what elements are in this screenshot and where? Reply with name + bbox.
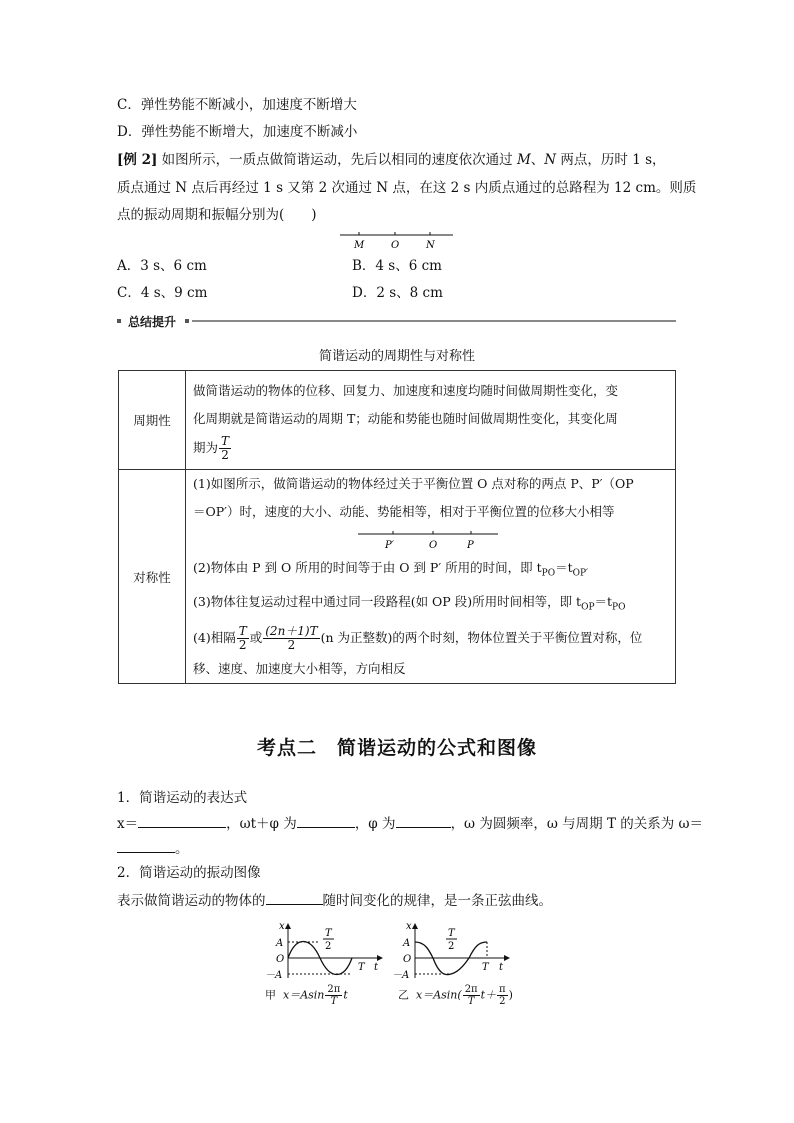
option-d: D．弹性势能不断增大，加速度不断减小 bbox=[117, 124, 358, 140]
svg-text:t: t bbox=[374, 962, 379, 973]
svg-text:x: x bbox=[406, 921, 412, 932]
svg-text:2: 2 bbox=[325, 941, 332, 952]
graph-description: 表示做简谐运动的物体的 随时间变化的规律，是一条正弦曲线。 bbox=[117, 890, 552, 911]
table-title: 简谐运动的周期性与对称性 bbox=[318, 349, 475, 364]
blank-5[interactable] bbox=[266, 890, 323, 905]
mon-figure bbox=[335, 228, 460, 254]
fig-label-M: M bbox=[354, 240, 365, 251]
fig-label-O2: O bbox=[429, 540, 438, 551]
periodicity-line3 bbox=[193, 433, 668, 463]
table-row-periodicity bbox=[119, 371, 676, 470]
example2-line3: 点的振动周期和振幅分别为( ) bbox=[117, 207, 317, 223]
option-d2: D．2 s、8 cm bbox=[352, 285, 443, 301]
point-M: M bbox=[516, 152, 531, 168]
svg-text:x: x bbox=[279, 921, 285, 932]
periodicity-line1: 做简谐运动的物体的位移、回复力、加速度和速度均随时间做周期性变化，变 bbox=[193, 383, 619, 398]
fig-label-Pprime: P′ bbox=[385, 540, 394, 551]
svg-text:2: 2 bbox=[448, 941, 455, 952]
fraction-t-over-2: $\frac{T}{2}$ bbox=[221, 434, 230, 462]
example-tag: [例 2] bbox=[117, 152, 158, 168]
header-periodicity: 周期性 bbox=[119, 371, 186, 470]
option-c: C．弹性势能不断减小，加速度不断增大 bbox=[117, 97, 357, 113]
symmetry-figure-row bbox=[193, 526, 668, 554]
fig-label-N: N bbox=[426, 240, 435, 251]
svg-text:O: O bbox=[403, 954, 412, 965]
periodicity-line2: 化周期就是简谐运动的周期 T；动能和势能也随时间做周期性变化，其变化周 bbox=[193, 411, 618, 426]
header-symmetry: 对称性 bbox=[119, 470, 186, 684]
fig-label-P: P bbox=[467, 540, 474, 551]
summary-table bbox=[118, 370, 676, 684]
svg-text:T: T bbox=[325, 928, 332, 939]
option-b: B．4 s、6 cm bbox=[352, 258, 442, 274]
table-row-symmetry bbox=[119, 470, 676, 684]
blank-4[interactable] bbox=[117, 838, 175, 853]
blank-3[interactable] bbox=[396, 813, 451, 828]
option-a: A．3 s、6 cm bbox=[117, 258, 207, 274]
svg-text:A: A bbox=[403, 938, 411, 949]
svg-text:T: T bbox=[358, 962, 365, 973]
symmetry-item1-line2: ＝OP′）时，速度的大小、动能、势能相等，相对于平衡位置的位移大小相等 bbox=[193, 504, 615, 519]
fig-label-O: O bbox=[391, 240, 400, 251]
expression-line: x＝ ，ωt＋φ 为 ，φ 为 ，ω 为圆频率，ω 与周期 T 的关系为 ω＝ bbox=[117, 813, 703, 834]
point-N: N bbox=[544, 152, 557, 168]
example2-line2: 质点通过 N 点后再经过 1 s 又第 2 次通过 N 点，在这 2 s 内质点通过的总路程为 12 cm。则质 bbox=[117, 180, 697, 196]
graph-a-caption: 甲 x＝Asin $\frac{2\pi}{T}$ t bbox=[265, 984, 348, 1007]
symmetry-item4-line2: 移、速度、加速度大小相等，方向相反 bbox=[193, 661, 406, 676]
pop-figure bbox=[353, 526, 503, 554]
periodicity-prefix: 期为 bbox=[193, 440, 219, 455]
expression-line2: 。 bbox=[117, 838, 189, 859]
symmetry-item3: (3)物体往复运动过程中通过同一段路程(如 OP 段)所用时间相等，即 $t_{OP}=t_{PO}$ bbox=[193, 593, 626, 612]
section2-h1: 1．简谐运动的表达式 bbox=[117, 790, 248, 806]
svg-text:－A: －A bbox=[392, 970, 410, 981]
example2-text-b: 两点，历时 1 s， bbox=[560, 152, 666, 168]
svg-text:O: O bbox=[276, 954, 285, 965]
symmetry-item2: (2)物体由 P 到 O 所用的时间等于由 O 到 P′ 所用的时间，即 $t_{PO}=t_{OP'}$ bbox=[193, 560, 589, 579]
svg-text:T: T bbox=[448, 928, 455, 939]
symmetry-item1-line1: (1)如图所示，做简谐运动的物体经过关于平衡位置 O 点对称的两点 P、P′（OP bbox=[193, 476, 634, 491]
svg-text:A: A bbox=[276, 938, 284, 949]
example2-line1: [例 2] 如图所示，一质点做简谐运动，先后以相同的速度依次通过 M、N 两点，历时 1 s， bbox=[117, 152, 666, 168]
svg-text:t: t bbox=[499, 962, 504, 973]
blank-1[interactable] bbox=[138, 813, 226, 828]
section-title: 考点二 简谐运动的公式和图像 bbox=[256, 737, 537, 759]
section2-h2: 2．简谐运动的振动图像 bbox=[117, 865, 261, 881]
example2-text-a: 如图所示，一质点做简谐运动，先后以相同的速度依次通过 bbox=[161, 152, 513, 168]
svg-text:－A: －A bbox=[265, 970, 283, 981]
summary-divider bbox=[117, 314, 676, 328]
summary-label: 总结提升 bbox=[128, 315, 177, 329]
symmetry-item4: (4)相隔 $\frac{T}{2}$ 或 $\frac{(2n+1)T}{2}$ (n 为正整数)的两个时刻，物体位置关于平衡位置对称，位 bbox=[193, 624, 643, 652]
graph-b-caption: 乙 x＝Asin( $\frac{2\pi}{T}$ t＋ $\frac{\pi}{2}$ ) bbox=[398, 984, 513, 1007]
option-c2: C．4 s、9 cm bbox=[117, 285, 208, 301]
svg-text:T: T bbox=[482, 962, 489, 973]
blank-2[interactable] bbox=[297, 813, 355, 828]
